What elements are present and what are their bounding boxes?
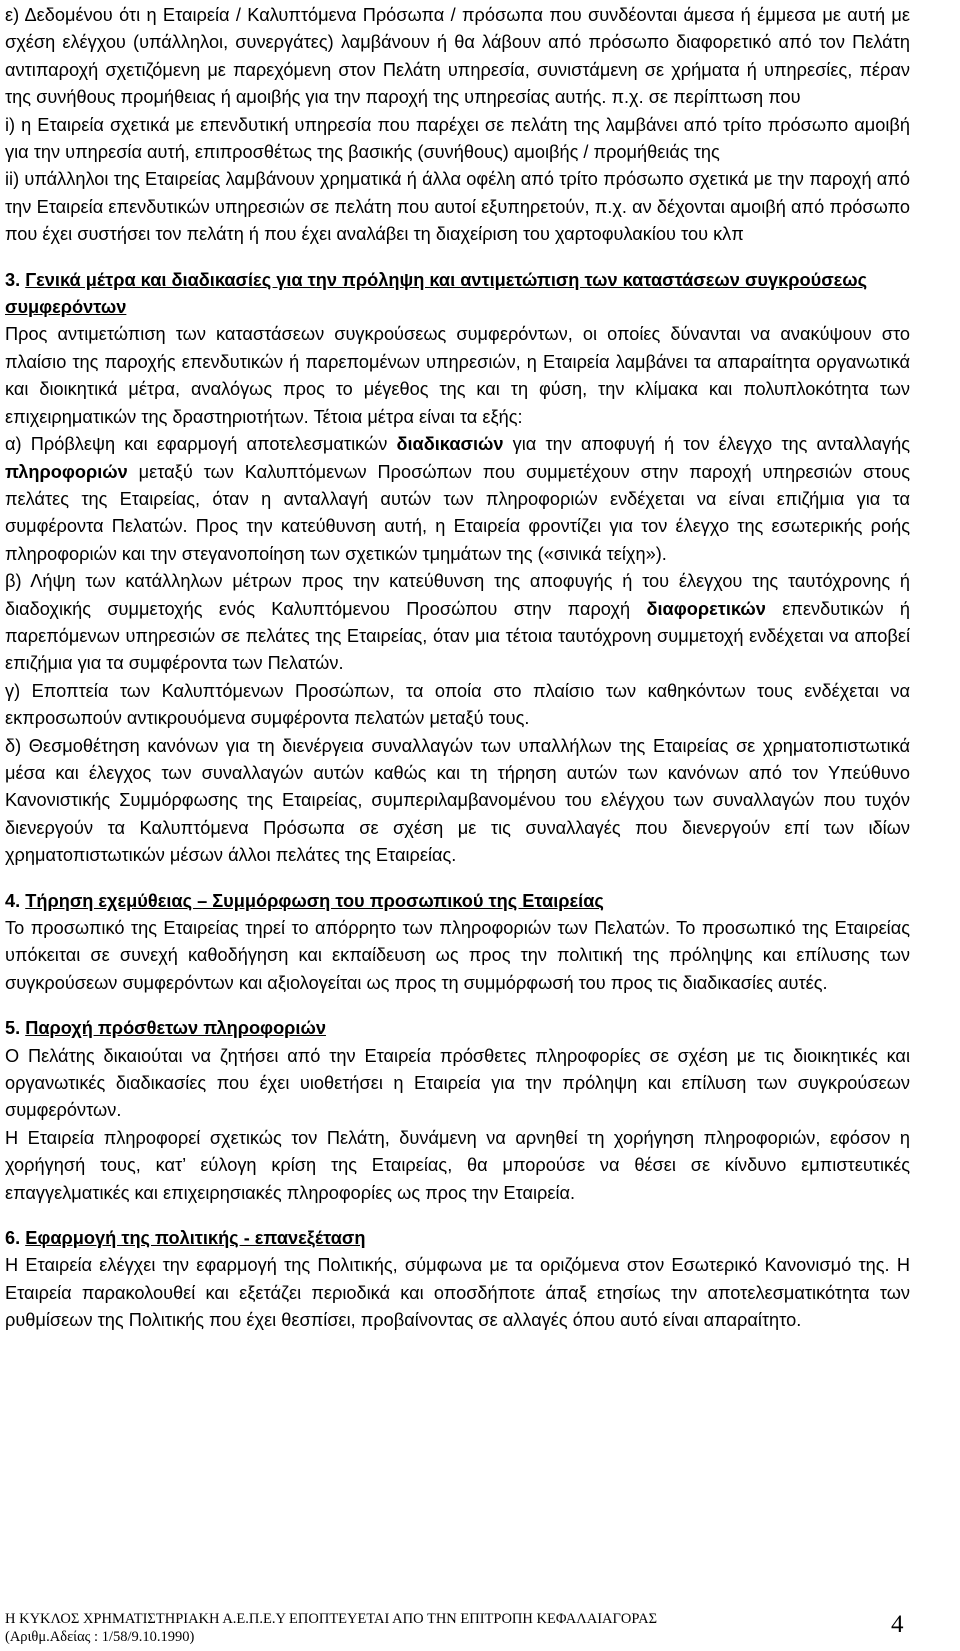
section-6-number: 6. (5, 1228, 26, 1249)
section-3-item-b (5, 568, 910, 678)
paragraph-sub-ii: ii) υπάλληλοι της Εταιρείας λαμβάνουν χρηματικά ή άλλα οφέλη από τρίτο πρόσωπο σχετικά με την παροχή από την Εταιρεία επενδυτικών υπηρεσιών σε πελάτη που αυτοί εξυπηρετούν, π.χ. αν δέχονται αμοιβή από πρόσωπο που έχει συστήσει τον πελάτη ή που έχει αναλάβει τη διαχείριση του χαρτοφυλακίου του κλπ (5, 169, 910, 245)
section-4-body: Το προσωπικό της Εταιρείας τηρεί το απόρρητο των πληροφοριών των Πελατών. Το προσωπικό της Εταιρείας υπόκειται σε συνεχή καθοδήγηση και εκπαίδευση ως προς την πολιτική της πρόληψης και επίλυσης των συγκρούσεων συμφερόντων και αξιολογείται ως προς τη συμμόρφωσή του προς τις διαδικασίες αυτές. (5, 918, 910, 993)
section-5-title: Παροχή πρόσθετων πληροφοριών (25, 1018, 326, 1039)
item-a-text-2: για την αποφυγή ή τον έλεγχο της ανταλλαγής (503, 434, 910, 455)
item-b-text-1: β) Λήψη των κατάλληλων μέτρων προς την κατεύθυνση της αποφυγής ή του έλεγχου της ταυτόχρονης ή διαδοχικής συμμετοχής ενός Καλυπτόμενου Προσώπου στην παροχή (5, 571, 910, 619)
document-body (5, 2, 910, 1335)
item-b-bold: διαφορετικών (646, 598, 766, 619)
footer-license: (Αριθμ.Αδείας : 1/58/9.10.1990) (5, 1629, 195, 1645)
section-5-body-1: Ο Πελάτης δικαιούται να ζητήσει από την Εταιρεία πρόσθετες πληροφορίες σε σχέση με τις διοικητικές και οργανωτικές διαδικασίες που έχει υιοθετήσει η Εταιρεία για την πρόληψη και επίλυση των συγκρούσεων συμφερόντων. (5, 1045, 910, 1121)
spacer (5, 1207, 910, 1225)
item-a-bold-1: διαδικασιών (396, 434, 504, 455)
spacer (5, 997, 910, 1015)
section-3-item-d: δ) Θεσμοθέτηση κανόνων για τη διενέργεια συναλλαγών των υπαλλήλων της Εταιρείας σε χρηματοπιστωτικά μέσα και έλεγχος των συναλλαγών αυτών καθώς και τη τήρηση αυτών των κανόνων από τον Υπεύθυνο Κανονιστικής Συμμόρφωσης της Εταιρείας, συμπεριλαμβανομένου του ελέγχου των συναλλαγών που τυχόν διενεργούν τα Καλυπτόμενα Πρόσωπα σε σχέση με τις συναλλαγές που διενεργούν επί των ιδίων χρηματοπιστωτικών μέσων άλλοι πελάτες της Εταιρείας. (5, 735, 910, 866)
item-a-text-1: α) Πρόβλεψη και εφαρμογή αποτελεσματικών (5, 434, 397, 455)
section-3-heading (5, 267, 910, 322)
section-3-title: Γενικά μέτρα και διαδικασίες για την πρόληψη και αντιμετώπιση των καταστάσεων συγκρούσεως συμφερόντων (5, 269, 868, 318)
paragraph-item-e: ε) Δεδομένου ότι η Εταιρεία / Καλυπτόμενα Πρόσωπα / πρόσωπα που συνδέονται άμεσα ή έμμεσα με αυτή με σχέση ελέγχου (υπάλληλοι, συνεργάτες) λαμβάνουν ή θα λάβουν από πρόσωπο διαφορετικό από τον Πελάτη αντιπαροχή σχετιζόμενη με παρεχόμενη στον Πελάτη υπηρεσία, συνιστάμενη σε χρήματα ή υπηρεσίες, πέραν της συνήθους προμήθειας ή αμοιβής για την παροχή της υπηρεσίας αυτής. π.χ. σε περίπτωση που (5, 5, 910, 108)
section-3-item-a (5, 431, 910, 568)
section-5-body-2: Η Εταιρεία πληροφορεί σχετικώς τον Πελάτη, δυνάμενη να αρνηθεί τη χορήγηση πληροφοριών, εφόσον η χορήγησή τους, κατ’ εύλογη κρίση της Εταιρείας, θα μπορούσε να θέσει σε κίνδυνο εμπιστευτικές επαγγελματικές και επιχειρησιακές πληροφορίες ως προς την Εταιρεία. (5, 1127, 910, 1203)
footer-company: Η ΚΥΚΛΟΣ ΧΡΗΜΑΤΙΣΤΗΡΙΑΚΗ Α.Ε.Π.Ε.Υ ΕΠΟΠΤΕΥΕΤΑΙ ΑΠΟ ΤΗΝ ΕΠΙΤΡΟΠΗ ΚΕΦΑΛΑΙΑΓΟΡΑΣ (5, 1611, 658, 1627)
section-6-heading (5, 1225, 910, 1252)
spacer (5, 870, 910, 888)
spacer (5, 249, 910, 267)
item-a-text-3: μεταξύ των Καλυπτόμενων Προσώπων που συμμετέχουν στην παροχή υπηρεσιών στους πελάτες της Εταιρείας, όταν η ανταλλαγή αυτών των πληροφοριών ενδέχεται να είναι επιζήμια για τα συμφέροντα Πελατών. Προς την κατεύθυνση αυτή, η Εταιρεία φροντίζει για τον έλεγχο της εσωτερικής ροής πληροφοριών και την στεγανοποίηση των σχετικών τμημάτων της («σινικά τείχη»). (5, 461, 910, 564)
section-4-title: Τήρηση εχεμύθειας – Συμμόρφωση του προσωπικού της Εταιρείας (25, 890, 604, 911)
section-4-heading (5, 888, 910, 915)
section-3-item-c: γ) Εποπτεία των Καλυπτόμενων Προσώπων, τα οποία στο πλαίσιο των καθηκόντων τους ενδέχεται να εκπροσωπούν αντικρουόμενα συμφέροντα πελατών μεταξύ τους. (5, 680, 910, 729)
section-5-heading (5, 1015, 910, 1042)
section-5-number: 5. (5, 1018, 26, 1039)
paragraph-sub-i: i) η Εταιρεία σχετικά με επενδυτική υπηρεσία που παρέχει σε πελάτη της λαμβάνει από τρίτο πρόσωπο αμοιβή για την υπηρεσία αυτή, επιπροσθέτως της βασικής (συνήθους) αμοιβής / προμήθειάς της (5, 114, 910, 163)
page-footer (5, 1610, 657, 1646)
section-6-body: Η Εταιρεία ελέγχει την εφαρμογή της Πολιτικής, σύμφωνα με τα οριζόμενα στον Εσωτερικό Κανονισμό της. Η Εταιρεία παρακολουθεί και εξετάζει περιοδικά και οποσδήποτε άπαξ ετησίως την αποτελεσματικότητα των ρυθμίσεων της Πολιτικής που έχει θεσπίσει, προβαίνοντας σε αλλαγές όπου αυτό είναι απαραίτητο. (5, 1255, 910, 1331)
section-3-intro: Προς αντιμετώπιση των καταστάσεων συγκρούσεως συμφερόντων, οι οποίες δύνανται να ανακύψουν στο πλαίσιο της παροχής επενδυτικών ή παρεπομένων υπηρεσιών, η Εταιρεία λαμβάνει τα απαραίτητα οργανωτικά και διοικητικά μέτρα, αναλόγως προς το μέγεθος της και τη φύση, την κλίμακα και πολυπλοκότητα των επιχειρηματικών της δραστηριοτήτων. Τέτοια μέτρα είναι τα εξής: (5, 324, 910, 427)
item-a-bold-2: πληροφοριών (5, 461, 128, 482)
section-3-number: 3. (5, 269, 26, 290)
section-6-title: Εφαρμογή της πολιτικής - επανεξέταση (25, 1228, 366, 1249)
item-b-text-2: επενδυτικών ή παρεπόμενων υπηρεσιών σε πελάτες της Εταιρείας, όταν μια τέτοια ταυτόχρονη συμμετοχή ενδέχεται να αποβεί επιζήμια για τα συμφέροντα των Πελατών. (5, 598, 910, 674)
section-4-number: 4. (5, 890, 26, 911)
page-number: 4 (891, 1611, 904, 1638)
